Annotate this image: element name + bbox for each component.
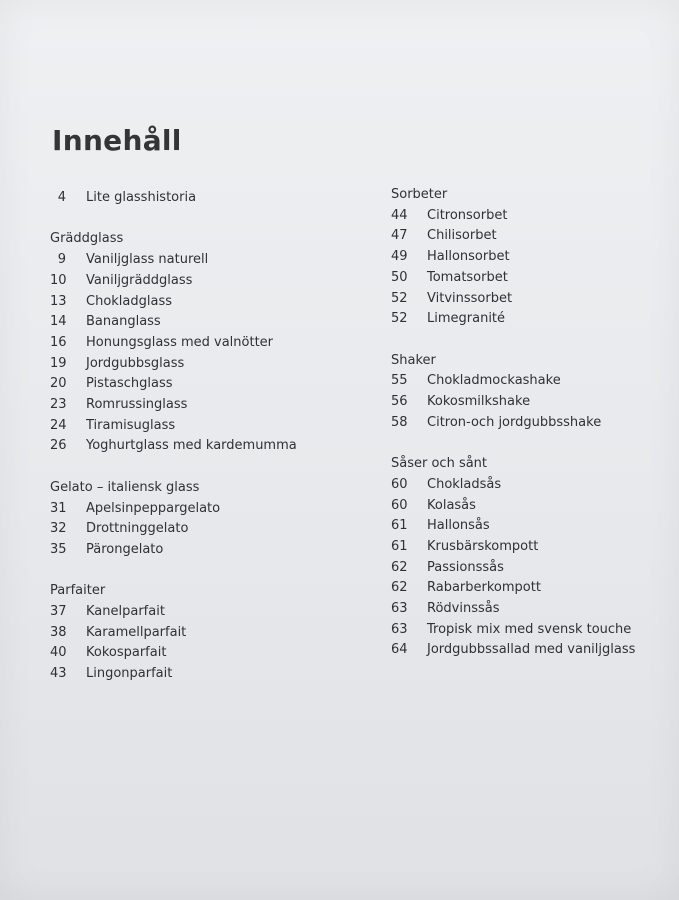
- section-list: [391, 371, 679, 433]
- entry-title: Chokladmockashake: [427, 373, 561, 389]
- page-number: 24: [50, 417, 67, 433]
- entry-title: Kokosparfait: [86, 645, 167, 661]
- toc-entry: [50, 188, 340, 209]
- toc-entry: [391, 640, 679, 661]
- section-heading: Sorbeter: [391, 187, 448, 202]
- page-number: 64: [391, 642, 408, 658]
- entry-title: Tiramisuglass: [86, 417, 176, 433]
- toc-entry: [391, 226, 679, 247]
- page-number: 4: [57, 190, 66, 205]
- toc-entry: [50, 499, 340, 520]
- entry-title: Citron-och jordgubbsshake: [427, 414, 602, 430]
- entry-title: Romrussinglass: [86, 397, 188, 413]
- entry-title: Vitvinssorbet: [427, 290, 513, 306]
- page-number: 38: [50, 624, 67, 640]
- entry-title: Chokladsås: [427, 476, 502, 492]
- toc-entry: [391, 392, 679, 413]
- page-number: 60: [391, 497, 408, 513]
- toc-entry: [50, 416, 340, 437]
- toc-entry: [50, 374, 340, 395]
- page-number: 63: [391, 601, 408, 617]
- entry-title: Kokosmilkshake: [427, 394, 531, 410]
- section-heading: Gräddglass: [50, 231, 124, 247]
- page-number: 13: [50, 293, 67, 309]
- section-list: [391, 206, 679, 330]
- toc-entry: [50, 250, 340, 271]
- page-number: 47: [391, 228, 408, 244]
- section-heading: Parfaiter: [50, 583, 106, 599]
- toc-entry: [50, 643, 340, 664]
- entry-title: Tropisk mix med svensk touche: [427, 621, 632, 637]
- entry-title: Citronsorbet: [427, 207, 508, 223]
- toc-entry: [391, 289, 679, 310]
- toc-entry: [391, 516, 679, 537]
- toc-entry: [50, 395, 340, 416]
- page-number: 35: [50, 541, 67, 557]
- toc-entry: [391, 268, 679, 289]
- entry-title: Vaniljgräddglass: [86, 272, 193, 288]
- page-number: 50: [391, 269, 408, 285]
- page-number: 9: [57, 252, 66, 268]
- entry-title: Tomatsorbet: [427, 269, 508, 285]
- page-number: 49: [391, 249, 408, 265]
- toc-entry: [391, 537, 679, 558]
- entry-title: Karamellparfait: [86, 624, 187, 640]
- entry-title: Honungsglass med valnötter: [86, 334, 274, 350]
- page-number: 44: [391, 207, 408, 223]
- toc-entry: [391, 578, 679, 599]
- section-list: [50, 499, 340, 561]
- page-number: 26: [50, 438, 67, 454]
- page-number: 14: [50, 314, 67, 330]
- page-number: 40: [50, 645, 67, 661]
- entry-title: Chilisorbet: [427, 228, 497, 244]
- section-list: [50, 250, 340, 457]
- entry-title: Drottninggelato: [86, 521, 189, 537]
- page-number: 23: [50, 397, 67, 413]
- page-number: 62: [391, 559, 408, 575]
- section-list: [50, 602, 340, 685]
- page-number: 61: [391, 538, 408, 554]
- toc-right-column: [391, 185, 679, 661]
- page-number: 10: [50, 272, 67, 288]
- entry-title: Passionssås: [427, 559, 504, 575]
- page-number: 52: [391, 311, 408, 327]
- entry-title: Yoghurtglass med kardemumma: [86, 438, 297, 454]
- entry-title: Lingonparfait: [86, 666, 173, 682]
- section-list: [391, 475, 679, 661]
- toc-entry: [50, 292, 340, 313]
- entry-title: Lite glasshistoria: [86, 190, 197, 205]
- toc-entry: [50, 540, 340, 561]
- page-number: 55: [391, 373, 408, 389]
- section-heading: Såser och sånt: [391, 456, 488, 472]
- toc-entry: [50, 664, 340, 685]
- entry-title: Jordgubbssallad med vaniljglass: [427, 642, 636, 658]
- toc-entry: [391, 309, 679, 330]
- entry-title: Limegranité: [427, 311, 506, 327]
- toc-entry: [391, 496, 679, 517]
- toc-entry: [50, 354, 340, 375]
- page-number: 62: [391, 580, 408, 596]
- toc-entry: [391, 247, 679, 268]
- entry-title: Apelsinpeppargelato: [86, 500, 221, 516]
- page-number: 56: [391, 394, 408, 410]
- entry-title: Rödvinssås: [427, 601, 500, 617]
- page-number: 20: [50, 376, 67, 392]
- entry-title: Chokladglass: [86, 293, 173, 309]
- entry-title: Jordgubbsglass: [86, 355, 185, 371]
- entry-title: Hallonsås: [427, 518, 490, 534]
- toc-entry: [391, 206, 679, 227]
- toc-entry: [50, 623, 340, 644]
- toc-entry: [50, 436, 340, 457]
- page-number: 58: [391, 414, 408, 430]
- entry-title: Bananglass: [86, 314, 161, 330]
- entry-title: Krusbärskompott: [427, 538, 539, 554]
- toc-entry: [50, 519, 340, 540]
- toc-entry: [50, 312, 340, 333]
- toc-entry: [391, 413, 679, 434]
- toc-entry: [50, 333, 340, 354]
- page-number: 32: [50, 521, 67, 537]
- toc-entry: [50, 602, 340, 623]
- toc-entry: [391, 371, 679, 392]
- page-number: 52: [391, 290, 408, 306]
- page-number: 31: [50, 500, 67, 516]
- entry-title: Kolasås: [427, 497, 476, 513]
- entry-title: Vaniljglass naturell: [86, 252, 209, 268]
- page-number: 63: [391, 621, 408, 637]
- entry-title: Pistaschglass: [86, 376, 173, 392]
- toc-entry: [391, 558, 679, 579]
- page-number: 19: [50, 355, 67, 371]
- entry-title: Rabarberkompott: [427, 580, 541, 596]
- toc-entry: [391, 620, 679, 641]
- page-number: 37: [50, 604, 67, 620]
- entry-title: Pärongelato: [86, 541, 164, 557]
- toc-entry: [391, 599, 679, 620]
- toc-left-column: [50, 188, 340, 685]
- page-number: 16: [50, 334, 67, 350]
- section-heading: Shaker: [391, 352, 436, 368]
- entry-title: Kanelparfait: [86, 604, 165, 620]
- toc-entry: [50, 271, 340, 292]
- toc-entry: [391, 475, 679, 496]
- entry-title: Hallonsorbet: [427, 249, 510, 265]
- page-title: Innehåll: [52, 124, 182, 157]
- page-number: 61: [391, 518, 408, 534]
- page-number: 43: [50, 666, 67, 682]
- section-heading: Gelato – italiensk glass: [50, 479, 200, 495]
- page-number: 60: [391, 476, 408, 492]
